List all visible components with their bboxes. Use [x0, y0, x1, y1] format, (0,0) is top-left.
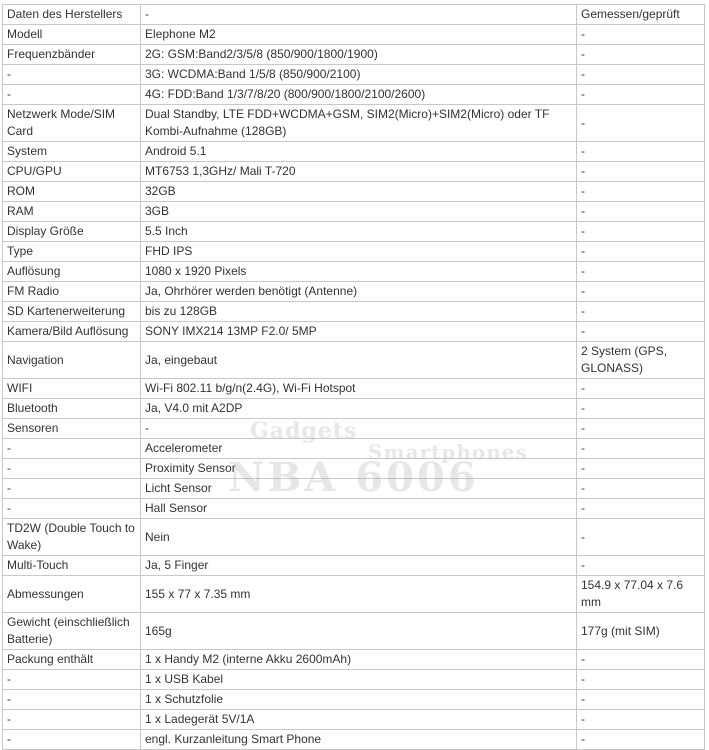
spec-measured-cell: 177g (mit SIM) [577, 613, 705, 650]
spec-measured-cell: - [577, 690, 705, 710]
spec-measured-cell: - [577, 242, 705, 262]
spec-label-cell: - [3, 670, 141, 690]
spec-measured-cell: - [577, 302, 705, 322]
spec-label-cell: TD2W (Double Touch to Wake) [3, 519, 141, 556]
spec-measured-cell: - [577, 459, 705, 479]
spec-value-cell: 165g [141, 613, 577, 650]
spec-value-cell: Android 5.1 [141, 142, 577, 162]
table-row [3, 65, 705, 85]
spec-label-cell: Gewicht (einschließlich Batterie) [3, 613, 141, 650]
spec-value-cell: 1080 x 1920 Pixels [141, 262, 577, 282]
table-row [3, 650, 705, 670]
spec-value-cell: Elephone M2 [141, 25, 577, 45]
spec-value-cell: 1 x USB Kabel [141, 670, 577, 690]
spec-measured-cell: - [577, 710, 705, 730]
spec-label-cell: Frequenzbänder [3, 45, 141, 65]
spec-label-cell: Display Größe [3, 222, 141, 242]
spec-value-cell: - [141, 419, 577, 439]
spec-label-cell: - [3, 690, 141, 710]
spec-label-cell: SD Kartenerweiterung [3, 302, 141, 322]
spec-measured-cell: - [577, 85, 705, 105]
spec-label-cell: - [3, 85, 141, 105]
spec-value-cell: Nein [141, 519, 577, 556]
spec-value-cell: engl. Kurzanleitung Smart Phone [141, 730, 577, 750]
spec-measured-cell: - [577, 479, 705, 499]
table-row [3, 379, 705, 399]
spec-measured-cell: - [577, 262, 705, 282]
spec-measured-cell: - [577, 399, 705, 419]
spec-value-cell: 3G: WCDMA:Band 1/5/8 (850/900/2100) [141, 65, 577, 85]
table-row [3, 25, 705, 45]
spec-label-cell: - [3, 459, 141, 479]
spec-value-cell: - [141, 5, 577, 25]
table-row [3, 262, 705, 282]
spec-label-cell: Multi-Touch [3, 556, 141, 576]
spec-label-cell: Sensoren [3, 419, 141, 439]
watermark-logo-text: NBA 6006 [228, 454, 479, 501]
spec-value-cell: Ja, Ohrhörer werden benötigt (Antenne) [141, 282, 577, 302]
table-row [3, 556, 705, 576]
spec-measured-cell: - [577, 379, 705, 399]
spec-value-cell: 1 x Ladegerät 5V/1A [141, 710, 577, 730]
spec-label-cell: Bluetooth [3, 399, 141, 419]
spec-value-cell: SONY IMX214 13MP F2.0/ 5MP [141, 322, 577, 342]
spec-value-cell: Ja, V4.0 mit A2DP [141, 399, 577, 419]
spec-value-cell: 32GB [141, 182, 577, 202]
spec-value-cell: MT6753 1,3GHz/ Mali T-720 [141, 162, 577, 182]
table-row [3, 479, 705, 499]
spec-table-body [3, 5, 705, 750]
spec-label-cell: ROM [3, 182, 141, 202]
spec-value-cell: 4G: FDD:Band 1/3/7/8/20 (800/900/1800/2100/2600) [141, 85, 577, 105]
watermark-smartphones-text: Smartphones [368, 440, 528, 464]
spec-value-cell: bis zu 128GB [141, 302, 577, 322]
spec-label-cell: System [3, 142, 141, 162]
spec-value-cell: Ja, 5 Finger [141, 556, 577, 576]
spec-label-cell: Auflösung [3, 262, 141, 282]
spec-measured-cell: - [577, 650, 705, 670]
spec-measured-cell: - [577, 182, 705, 202]
spec-measured-cell: - [577, 730, 705, 750]
spec-measured-cell: - [577, 105, 705, 142]
spec-value-cell: FHD IPS [141, 242, 577, 262]
spec-measured-cell: - [577, 45, 705, 65]
spec-measured-cell: - [577, 322, 705, 342]
table-row [3, 613, 705, 650]
spec-value-cell: 2G: GSM:Band2/3/5/8 (850/900/1800/1900) [141, 45, 577, 65]
table-row [3, 459, 705, 479]
spec-label-cell: - [3, 710, 141, 730]
spec-label-cell: WIFI [3, 379, 141, 399]
table-row [3, 519, 705, 556]
spec-value-cell: Accelerometer [141, 439, 577, 459]
spec-value-cell: Hall Sensor [141, 499, 577, 519]
spec-measured-cell: - [577, 556, 705, 576]
table-row [3, 182, 705, 202]
spec-measured-cell: - [577, 282, 705, 302]
table-row [3, 45, 705, 65]
table-row [3, 142, 705, 162]
spec-value-cell: Licht Sensor [141, 479, 577, 499]
spec-label-cell: - [3, 65, 141, 85]
spec-label-cell: Abmessungen [3, 576, 141, 613]
table-row [3, 85, 705, 105]
spec-label-cell: Packung enthält [3, 650, 141, 670]
table-row [3, 302, 705, 322]
spec-measured-cell: - [577, 222, 705, 242]
spec-measured-cell: 154.9 x 77.04 x 7.6 mm [577, 576, 705, 613]
spec-value-cell: 3GB [141, 202, 577, 222]
spec-label-cell: Navigation [3, 342, 141, 379]
spec-measured-cell: - [577, 162, 705, 182]
spec-measured-cell: - [577, 499, 705, 519]
spec-measured-cell: - [577, 142, 705, 162]
spec-label-cell: CPU/GPU [3, 162, 141, 182]
spec-label-cell: Daten des Herstellers [3, 5, 141, 25]
table-row [3, 670, 705, 690]
spec-label-cell: Netzwerk Mode/SIM Card [3, 105, 141, 142]
spec-value-cell: Dual Standby, LTE FDD+WCDMA+GSM, SIM2(Micro)+SIM2(Micro) oder TF Kombi-Aufnahme (128GB) [141, 105, 577, 142]
spec-measured-cell: - [577, 439, 705, 459]
spec-label-cell: - [3, 439, 141, 459]
spec-measured-cell: - [577, 419, 705, 439]
table-row [3, 690, 705, 710]
spec-value-cell: Ja, eingebaut [141, 342, 577, 379]
table-row [3, 242, 705, 262]
spec-measured-cell: - [577, 519, 705, 556]
spec-value-cell: 5.5 Inch [141, 222, 577, 242]
spec-table [2, 4, 705, 750]
table-row [3, 322, 705, 342]
table-row [3, 576, 705, 613]
spec-measured-cell: - [577, 670, 705, 690]
table-row [3, 342, 705, 379]
table-row [3, 499, 705, 519]
spec-label-cell: Type [3, 242, 141, 262]
spec-label-cell: Modell [3, 25, 141, 45]
table-row [3, 730, 705, 750]
spec-value-cell: 155 x 77 x 7.35 mm [141, 576, 577, 613]
spec-label-cell: - [3, 499, 141, 519]
spec-label-cell: - [3, 479, 141, 499]
spec-label-cell: Kamera/Bild Auflösung [3, 322, 141, 342]
table-row [3, 282, 705, 302]
table-row [3, 162, 705, 182]
spec-measured-cell: - [577, 25, 705, 45]
spec-measured-cell: - [577, 65, 705, 85]
table-row [3, 439, 705, 459]
spec-value-cell: Wi-Fi 802.11 b/g/n(2.4G), Wi-Fi Hotspot [141, 379, 577, 399]
spec-measured-cell: Gemessen/geprüft [577, 5, 705, 25]
spec-label-cell: RAM [3, 202, 141, 222]
spec-measured-cell: - [577, 202, 705, 222]
table-row [3, 105, 705, 142]
spec-value-cell: 1 x Handy M2 (interne Akku 2600mAh) [141, 650, 577, 670]
table-row [3, 399, 705, 419]
spec-value-cell: 1 x Schutzfolie [141, 690, 577, 710]
spec-label-cell: - [3, 730, 141, 750]
table-row [3, 202, 705, 222]
spec-value-cell: Proximity Sensor [141, 459, 577, 479]
table-row [3, 419, 705, 439]
table-row [3, 710, 705, 730]
watermark-gadgets-text: Gadgets [250, 418, 358, 444]
table-row [3, 222, 705, 242]
spec-measured-cell: 2 System (GPS, GLONASS) [577, 342, 705, 379]
table-row [3, 5, 705, 25]
spec-label-cell: FM Radio [3, 282, 141, 302]
